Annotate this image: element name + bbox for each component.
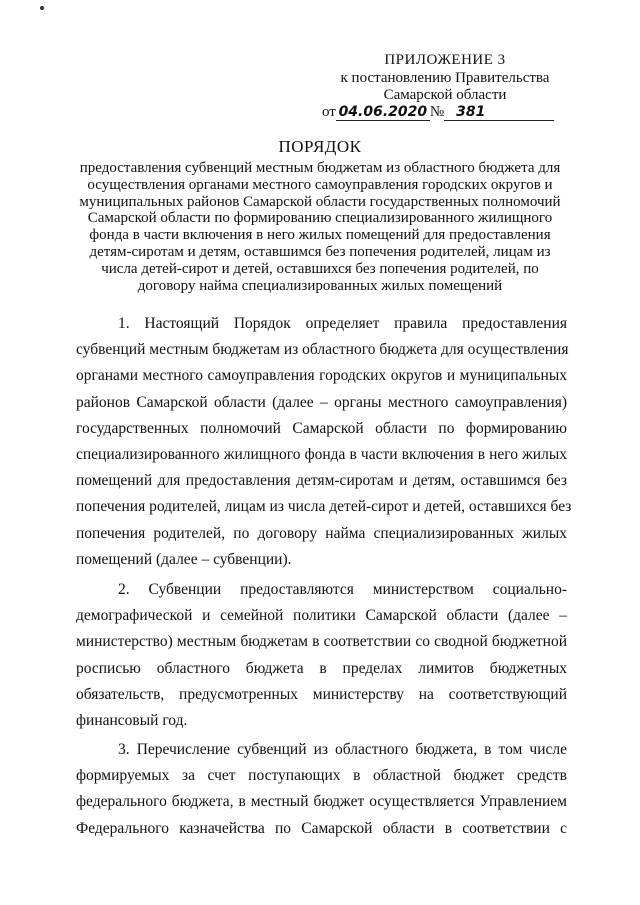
paragraph-line: федерального бюджета, в местный бюджет осуществляется Управлением [76,793,567,811]
paragraph-line: помещений (далее – субвенции). [76,550,292,568]
paragraph-line: попечения родителей, лицам из числа детей-сирот и детей, оставшихся без [76,498,572,516]
scan-dot [40,6,44,10]
paragraph-line: помещений для предоставления детям-сиротам и детям, оставшимся без [76,472,567,490]
handwritten-date: 04.06.2020 [336,105,430,121]
paragraph-line: росписью областного бюджета в пределах лимитов бюджетных [76,659,567,677]
paragraph-line: формируемых за счет поступающих в областной бюджет средств [76,767,567,785]
paragraph-line: демографической и семейной политики Самарской области (далее – [76,607,567,625]
handwritten-number: 381 [444,105,554,121]
subtitle-line: Самарской области по формированию специализированного жилищного [87,210,553,227]
subtitle-line: детям-сиротам и детям, оставшимся без попечения родителей, лицам из [89,243,551,260]
subtitle-line: осуществления органами местного самоуправления городских округов и [87,176,553,193]
paragraph-line: субвенций местным бюджетам из областного бюджета для осуществления [76,341,569,359]
appendix-resolution-line: к постановлению Правительства [340,70,550,86]
paragraph-2 [76,577,567,734]
subtitle-line: фонда в части включения в него жилых помещений для предоставления [89,227,551,244]
date-prefix: от [322,104,336,120]
paragraph-line: 2. Субвенции предоставляются министерством социально- [118,581,567,598]
paragraph-line: органами местного самоуправления городских округов и муниципальных [76,367,567,385]
subtitle-line: числа детей-сирот и детей, оставшихся без попечения родителей, по [101,260,539,277]
subtitle-line: предоставления субвенций местным бюджетам из областного бюджета для [79,160,561,176]
appendix-label: ПРИЛОЖЕНИЕ 3 [384,52,506,68]
paragraph-line: Федерального казначейства по Самарской области в соответствии с [76,819,567,837]
paragraph-1 [76,311,572,573]
appendix-date-number-line [322,104,572,121]
paragraph-line: районов Самарской области (далее – органы местного самоуправления) [76,393,567,411]
appendix-region-line: Самарской области [383,87,507,103]
subtitle-line: договору найма специализированных жилых помещений [137,277,503,294]
document-title: ПОРЯДОК [278,137,362,156]
paragraph-line: 3. Перечисление субвенций из областного бюджета, в том числе [118,741,567,758]
paragraph-3 [76,737,567,842]
number-prefix: № [429,104,445,120]
paragraph-line: государственных полномочий Самарской области по формированию [76,419,567,437]
paragraph-line: финансовый год. [76,711,188,729]
paragraph-line: 1. Настоящий Порядок определяет правила предоставления [118,315,567,332]
paragraph-line: министерство) местным бюджетам в соответствии со сводной бюджетной [76,633,567,651]
subtitle-line: муниципальных районов Самарской области государственных полномочий [79,193,561,210]
paragraph-line: обязательств, предусмотренных министерству на соответствующий [76,685,567,703]
paragraph-line: попечения родителей, по договору найма специализированных жилых [76,524,567,542]
document-subtitle [70,160,570,294]
paragraph-line: специализированного жилищного фонда в части включения в него жилых [76,445,567,463]
